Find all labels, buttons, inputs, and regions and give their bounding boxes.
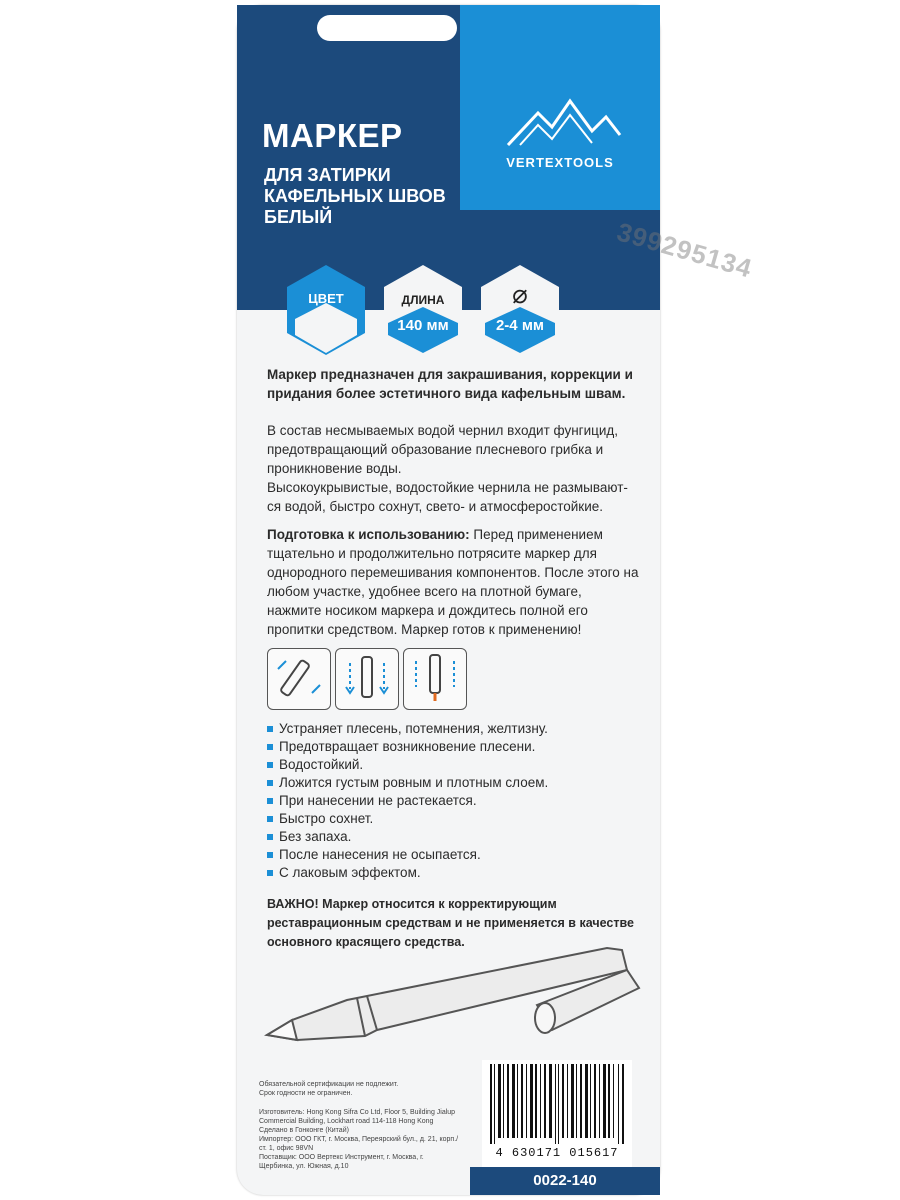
spec-color xyxy=(285,263,367,357)
mountain-icon xyxy=(460,5,660,155)
barcode-number: 4 630171 015617 xyxy=(495,1146,619,1160)
properties-text: Высокоукрывистые, водостойкие чернила не размывают-ся водой, быстро сохнут, свето- и атмосферостойкие. xyxy=(267,480,628,514)
warning-text: ВАЖНО! Маркер относится к корректирующим реставрационным средствам и не применяется в качестве основного красящего средства. xyxy=(267,897,634,949)
brand-logo xyxy=(460,5,660,210)
list-item: Быстро сохнет. xyxy=(267,810,639,828)
list-item: Предотвращает возникновение плесени. xyxy=(267,738,639,756)
apply-icon xyxy=(403,648,467,710)
spec-diameter xyxy=(479,263,561,357)
stamp-watermark: 399295134 xyxy=(613,216,756,284)
list-item: Без запаха. xyxy=(267,828,639,846)
press-icon xyxy=(335,648,399,710)
product-title: МАРКЕР xyxy=(262,117,403,154)
intro-text: Маркер предназначен для закрашивания, коррекции и придания более эстетичного вида кафельным швам. xyxy=(267,367,633,401)
list-item: После нанесения не осыпается. xyxy=(267,846,639,864)
list-item: Устраняет плесень, потемнения, желтизну. xyxy=(267,720,639,738)
hexagon-icon xyxy=(479,263,561,357)
diameter-icon: ⌀ xyxy=(512,279,528,309)
shake-icon xyxy=(267,648,331,710)
manufacturer-info: Изготовитель: Hong Kong Sifra Co Ltd, Floor 5, Building Jialup Commercial Building, Lockhart road 114-118 Hong Kong Сделано в Гонконге (Китай) Импортер: ООО ГКТ, г. Москва, Переярский бул., д. 21, корп./ст. 1, офис 98VN Поставщик: ООО Вертекс Инструмент, г. Москва, г. Щербинка, ул. Южная, д.10 xyxy=(259,1109,459,1170)
barcode xyxy=(482,1060,632,1170)
product-card xyxy=(237,5,756,1195)
composition-text: В состав несмываемых водой чернил входит фунгицид, предотвращающий образование плесневого грибка и проникновение воды. xyxy=(267,423,619,476)
marker-illustration xyxy=(237,940,660,1050)
barcode-bars xyxy=(482,1060,632,1144)
article-code-bar xyxy=(470,1167,660,1195)
list-item: При нанесении не растекается. xyxy=(267,792,639,810)
preparation-text: Подготовка к использованию: Перед применением тщательно и продолжительно потрясите маркер для однородного перемешивания компонентов. После этого на любом участке, удобнее всего на плотной бумаге, нажмите носиком маркера и дождитесь полной его пропитки средством. Маркер готов к применению! xyxy=(267,527,639,637)
hang-hole xyxy=(317,15,457,41)
feature-list xyxy=(267,720,639,882)
certification-note: Обязательной сертификации не подлежит. Срок годности не ограничен. xyxy=(259,1081,399,1097)
list-item: С лаковым эффектом. xyxy=(267,864,639,882)
spec-length-value: 140 мм xyxy=(397,317,449,334)
list-item: Водостойкий. xyxy=(267,756,639,774)
spec-color-label: ЦВЕТ xyxy=(308,291,344,306)
product-subtitle: ДЛЯ ЗАТИРКИ КАФЕЛЬНЫХ ШВОВ БЕЛЫЙ xyxy=(264,165,446,227)
list-item: Ложится густым ровным и плотным слоем. xyxy=(267,774,639,792)
hexagon-icon xyxy=(285,263,367,357)
logo-text: VERTEXTOOLS xyxy=(506,155,614,170)
spec-length-label: ДЛИНА xyxy=(401,293,445,307)
spec-diameter-value: 2-4 мм xyxy=(495,317,545,334)
hexagon-icon xyxy=(382,263,464,357)
article-code: 0022-140 xyxy=(533,1172,597,1189)
spec-length xyxy=(382,263,464,357)
